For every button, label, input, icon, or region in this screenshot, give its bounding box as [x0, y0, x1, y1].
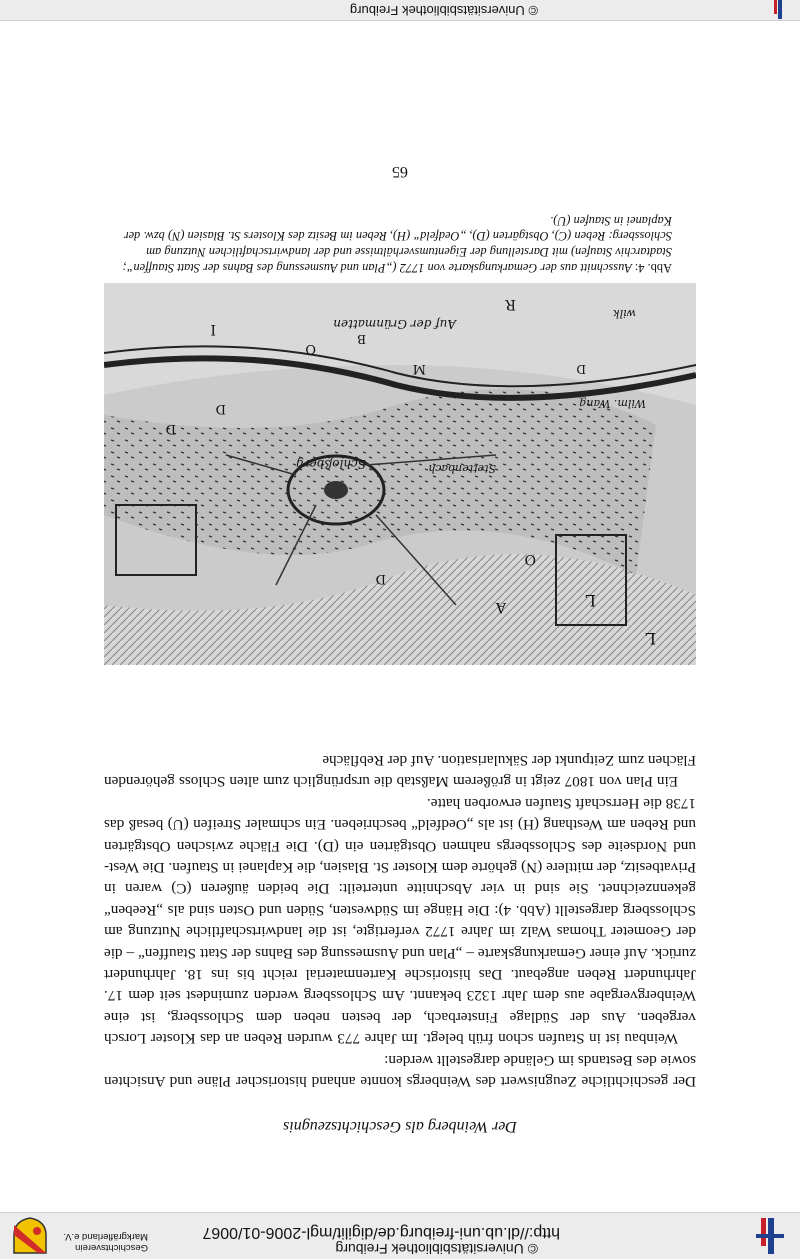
paragraph: Der geschichtliche Zeugniswert des Weinbergs konnte anhand historischer Pläne und Ansichten sowie des Bestands im Gelände dargestellt werden:: [104, 1051, 696, 1090]
footer-bar: [0, 0, 800, 21]
society-name: Geschichtsverein: [75, 1242, 148, 1253]
map-label: Wilm. Wang: [579, 397, 646, 410]
map-label: B: [357, 332, 366, 346]
map-label: D: [375, 571, 386, 586]
map-label: Schloßberg: [296, 457, 366, 471]
society-name-block: [63, 1231, 148, 1253]
ub-freiburg-logo: [750, 1216, 790, 1256]
paragraph: Ein Plan von 1807 zeigt in größerem Maßstab die ursprünglich zum alten Schloss gehörenden Flächen zum Zeitpunkt der Säkularisation. Auf der Rebfläche: [104, 751, 696, 791]
section-heading: Der Weinberg als Geschichtszeugnis: [283, 1118, 517, 1135]
map-label: O: [524, 551, 536, 567]
society-crest-icon: [12, 1217, 48, 1255]
page-number: 65: [392, 163, 408, 180]
map-label: D: [576, 362, 586, 376]
map-label: wilk: [612, 307, 636, 320]
map-label: I: [210, 321, 216, 337]
ub-freiburg-small-logo: [770, 0, 790, 19]
figure-caption: [116, 212, 672, 275]
caption-label: Abb. 4:: [634, 261, 672, 275]
body-text: [104, 750, 696, 1093]
document-url[interactable]: http://dl.ub.uni-freiburg.de/digilit/mgl-2006-01/0067: [202, 1224, 560, 1241]
historical-map-figure: [104, 283, 696, 665]
map-label: M: [412, 361, 426, 376]
copyright-text: © Universitätsbibliothek Freiburg: [335, 1241, 538, 1257]
map-label: L: [645, 629, 656, 648]
map-label: R: [505, 296, 516, 312]
map-label: Stettenbach: [428, 462, 496, 475]
header-bar: [0, 1212, 800, 1259]
map-label: O: [305, 341, 316, 356]
map-label: D: [165, 421, 176, 436]
caption-text: Ausschnitt aus der Gemarkungskarte von 1772 („Plan und Ausmessung des Bahns der Statt Stauffen“; Stadtarchiv Staufen) mit Darstellung der Eigentumsverhältnisse und der landwirtschaftlichen Nutzung am Schlossberg: Reben (C), Obstgärten (D), „Oedfeld“ (H), Reben im Besitz des Klosters St. Blasien (N) bzw. der Kaplanei in Staufen (U).: [122, 213, 672, 275]
footer-copyright-text: © Universitätsbibliothek Freiburg: [349, 3, 538, 18]
society-region: Markgräflerland e.V.: [63, 1231, 148, 1242]
map-label: Auf der Grünmatten: [333, 317, 456, 331]
paragraph: Weinbau ist in Staufen schon früh belegt. Im Jahre 773 wurden Reben an das Kloster Lorsch vergeben. Aus der Südlage Finsterbach, der besten neben dem Schlossberg, ist eine Weinbergvergabe aus dem Jahr 1323 bekannt. Am Schlossberg werden zumindest seit dem 17. Jahrhundert Reben angebaut. Das historische Kartenmaterial reicht bis ins 18. Jahrhundert zurück. Auf einer Gemarkungskarte – „Plan und Ausmessung des Bahns der Statt Stauffen“ – die der Geometer Thomas Walz im Jahre 1772 verfertigte, ist die landwirtschaftliche Nutzung am Schlossberg dargestellt (Abb. 4): Die Hänge im Südwesten, Süden und Osten sind als „Reeben“ gekennzeichnet. Sie sind in vier Abschnitte unterteilt: Die beiden äußeren (C) waren in Privatbesitz, der mittlere (N) gehörte dem Kloster St. Blasien, die Kaplanei in Staufen. Die West- und Nordseite des Schlossbergs nahmen Obstgärten ein (D). Die Fläche zwischen Obstgärten und Reben am Westhang (H) ist als „Oedfeld“ beschrieben. Ein schmaler Streifen (U) besaß das 1738 die Herrschaft Staufen erworben hatte.: [104, 794, 696, 1048]
map-label: D: [215, 401, 226, 416]
map-castle-ruin: [324, 481, 348, 499]
map-label: A: [495, 599, 506, 615]
map-label: L: [585, 591, 596, 610]
